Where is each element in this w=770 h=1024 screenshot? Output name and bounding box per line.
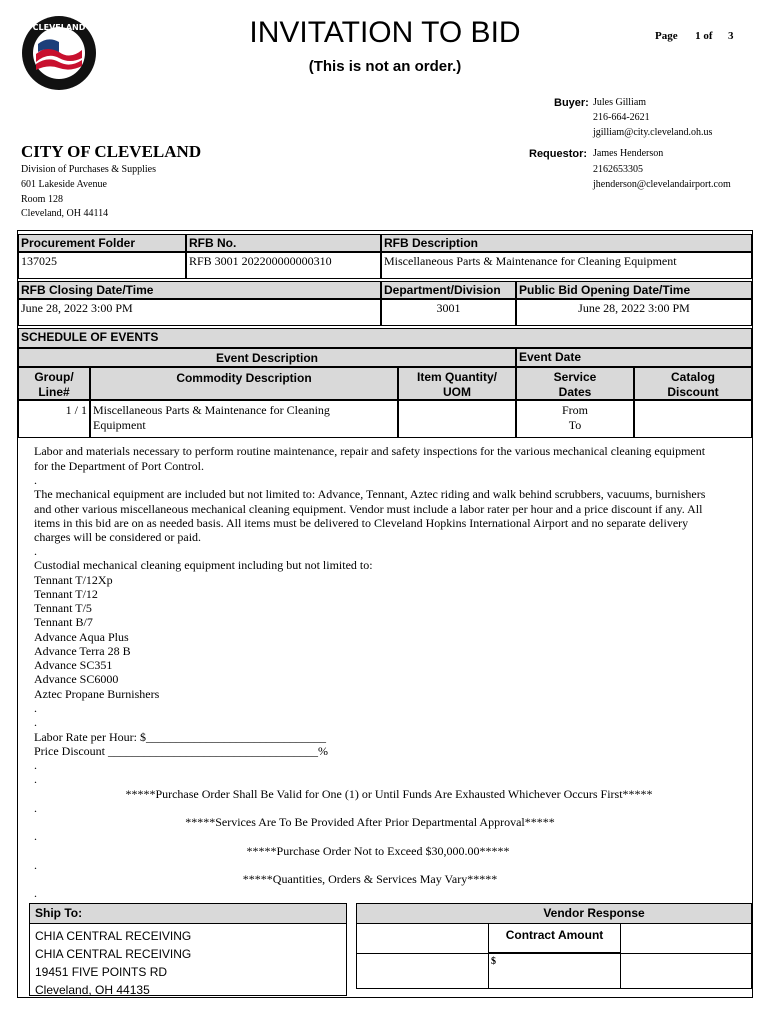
public-bid-opening-value: June 28, 2022 3:00 PM: [516, 299, 752, 326]
vendor-divider: [356, 953, 752, 954]
department-division-header: Department/Division: [381, 281, 516, 299]
equipment-item: Advance SC6000: [34, 672, 119, 686]
spacer-dot: .: [34, 801, 37, 815]
schedule-of-events-header: SCHEDULE OF EVENTS: [18, 328, 752, 348]
procurement-folder-header: Procurement Folder: [18, 234, 186, 252]
page-indicator: [655, 30, 734, 42]
spacer-dot: .: [34, 758, 37, 772]
commodity-description-header: Commodity Description: [90, 367, 398, 400]
buyer-phone: 216-664-2621: [593, 112, 650, 123]
service-dates-value: From To: [516, 400, 634, 438]
spacer-dot: .: [34, 473, 37, 487]
org-address-line2: Room 128: [21, 194, 63, 205]
item-quantity-header: Item Quantity/ UOM: [398, 367, 516, 400]
event-date-header: Event Date: [516, 348, 752, 367]
item-quantity-value: [398, 400, 516, 438]
equipment-item: Tennant B/7: [34, 615, 93, 629]
spacer-dot: .: [34, 772, 37, 786]
equipment-item: Tennant T/12: [34, 587, 98, 601]
price-discount-field: Price Discount ___________________________________%: [34, 744, 328, 758]
spacer-dot: .: [34, 829, 37, 843]
requestor-name: James Henderson: [593, 148, 664, 159]
department-division-value: 3001: [381, 299, 516, 326]
ship-to-line4: Cleveland, OH 44135: [35, 983, 150, 997]
scope-paragraph-line: Labor and materials necessary to perform routine maintenance, repair and safety inspections for the various mechanical cleaning equipment: [34, 444, 706, 458]
ship-to-box: [29, 903, 347, 996]
org-division: Division of Purchases & Supplies: [21, 164, 156, 175]
equipment-item: Advance SC351: [34, 658, 113, 672]
rfb-description-value: Miscellaneous Parts & Maintenance for Cleaning Equipment: [381, 252, 752, 279]
org-address-line3: Cleveland, OH 44114: [21, 208, 109, 219]
ship-to-line2: CHIA CENTRAL RECEIVING: [35, 947, 192, 961]
ship-to-line1: CHIA CENTRAL RECEIVING: [35, 929, 192, 943]
page-of: of: [703, 30, 713, 42]
line-number: 1 / 1: [18, 400, 90, 438]
equipment-item: Tennant T/12Xp: [34, 573, 113, 587]
equipment-paragraph-line: items in this bid are on as needed basis. All items must be delivered to Cleveland Hopkins International Airport and no separate delivery: [34, 516, 689, 530]
group-line-header: Group/ Line#: [18, 367, 90, 400]
custodial-intro: Custodial mechanical cleaning equipment including but not limited to:: [34, 558, 373, 572]
page-title: INVITATION TO BID: [249, 16, 521, 49]
svg-text:CLEVELAND: CLEVELAND: [32, 23, 86, 32]
equipment-item: Advance Aqua Plus: [34, 630, 129, 644]
spacer-dot: .: [34, 886, 37, 900]
catalog-discount-header: Catalog Discount: [634, 367, 752, 400]
procurement-folder-value: 137025: [18, 252, 186, 279]
org-name: CITY OF CLEVELAND: [21, 142, 202, 161]
labor-rate-field: Labor Rate per Hour: $______________________________: [34, 730, 326, 744]
rfb-no-header: RFB No.: [186, 234, 381, 252]
service-dates-header: Service Dates: [516, 367, 634, 400]
requestor-phone: 2162653305: [593, 164, 643, 175]
equipment-paragraph-line: The mechanical equipment are included but not limited to: Advance, Tennant, Aztec riding and walk behind scrubbers, vacuums, burnishers: [34, 487, 706, 501]
requestor-label: Requestor:: [529, 148, 588, 160]
spacer-dot: .: [34, 715, 37, 729]
notice-prior-approval: *****Services Are To Be Provided After Prior Departmental Approval*****: [185, 815, 555, 829]
equipment-paragraph-line: and other various miscellaneous mechanical cleaning equipment. Vendor must include a labor rater per hour and a price discount if any. All: [34, 502, 703, 516]
org-address-line1: 601 Lakeside Avenue: [21, 179, 107, 190]
notice-valid-period: *****Purchase Order Shall Be Valid for One (1) or Until Funds Are Exhausted Whichever Occurs First*****: [125, 787, 653, 801]
public-bid-opening-header: Public Bid Opening Date/Time: [516, 281, 752, 299]
equipment-item: Tennant T/5: [34, 601, 92, 615]
page-subtitle: (This is not an order.): [308, 58, 462, 75]
rfb-closing-header: RFB Closing Date/Time: [18, 281, 381, 299]
buyer-label: Buyer:: [554, 97, 589, 109]
equipment-item: Advance Terra 28 B: [34, 644, 131, 658]
page-total: 3: [728, 30, 734, 42]
rfb-no-value: RFB 3001 202200000000310: [186, 252, 381, 279]
spacer-dot: .: [34, 701, 37, 715]
catalog-discount-value: [634, 400, 752, 438]
rfb-description-header: RFB Description: [381, 234, 752, 252]
contract-amount-header: Contract Amount: [488, 923, 621, 953]
ship-to-line3: 19451 FIVE POINTS RD: [35, 965, 168, 979]
ship-to-address: [30, 924, 346, 1002]
scope-paragraph-line: for the Department of Port Control.: [34, 459, 204, 473]
buyer-name: Jules Gilliam: [593, 97, 647, 108]
buyer-email: jgilliam@city.cleveland.oh.us: [593, 127, 713, 138]
ship-to-header: Ship To:: [30, 904, 346, 924]
contract-amount-input[interactable]: $: [488, 953, 621, 989]
page-number: 1: [695, 30, 701, 42]
notice-not-to-exceed: *****Purchase Order Not to Exceed $30,000.00*****: [246, 844, 510, 858]
requestor-email: jhenderson@clevelandairport.com: [593, 179, 731, 190]
equipment-item: Aztec Propane Burnishers: [34, 687, 160, 701]
city-seal-logo: [20, 14, 98, 92]
commodity-description: Miscellaneous Parts & Maintenance for Cleaning Equipment: [90, 400, 398, 438]
notice-quantities-vary: *****Quantities, Orders & Services May Vary*****: [242, 872, 498, 886]
equipment-paragraph-line: charges will be considered or paid.: [34, 530, 202, 544]
vendor-response-header: Vendor Response: [357, 904, 751, 924]
rfb-closing-value: June 28, 2022 3:00 PM: [18, 299, 381, 326]
spacer-dot: .: [34, 858, 37, 872]
spacer-dot: .: [34, 544, 37, 558]
page-label: Page: [655, 30, 678, 42]
event-description-header: Event Description: [18, 348, 516, 367]
